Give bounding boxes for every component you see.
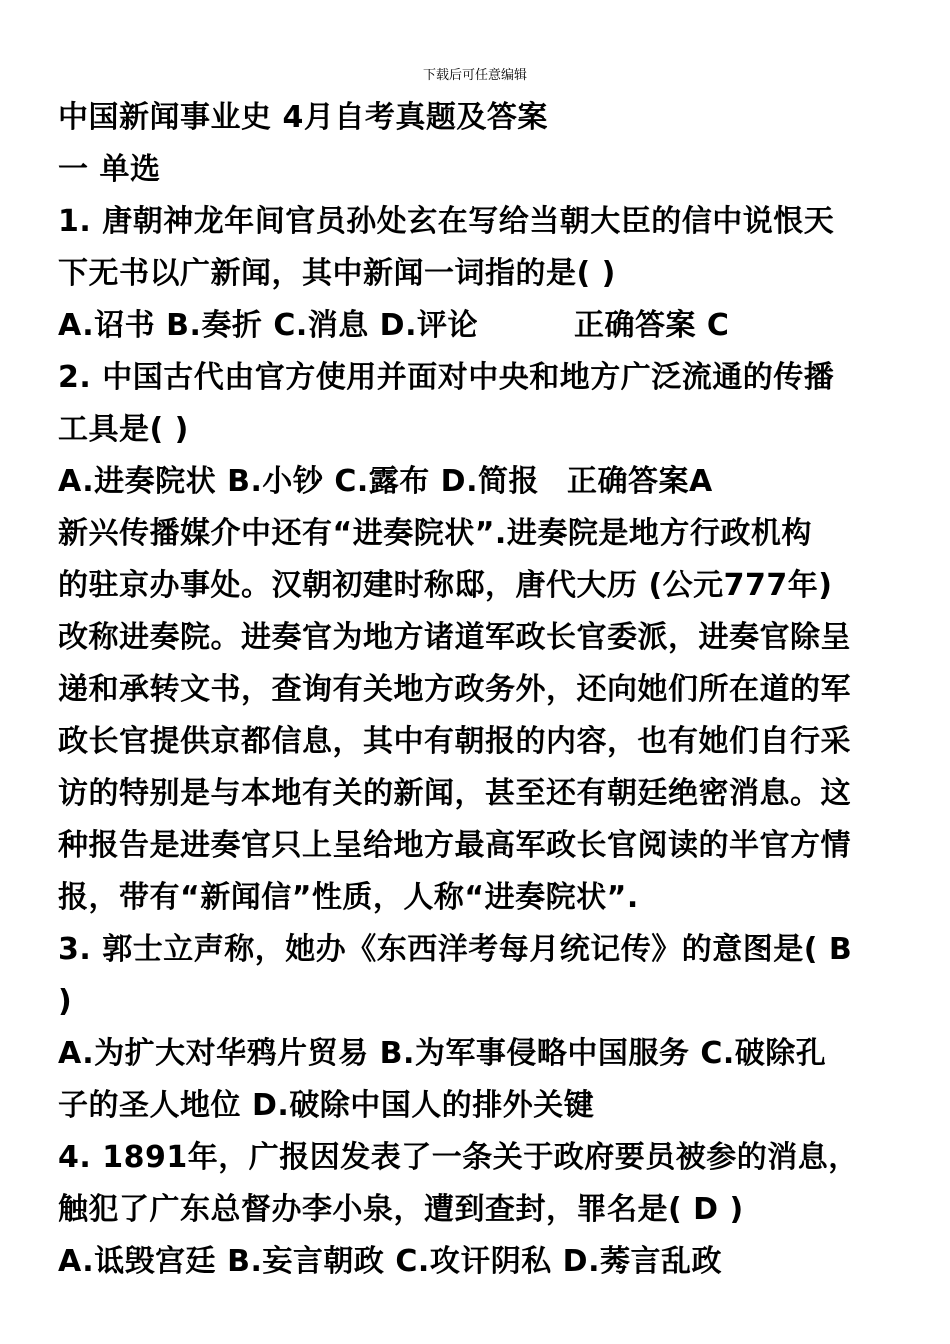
q2-options-row: [58, 456, 898, 508]
q2-options: A.进奏院状 B.小钞 C.露布 D.简报: [58, 464, 539, 499]
q4-text-line-1: 4. 1891年，广报因发表了一条关于政府要员被参的消息，: [58, 1140, 859, 1175]
q2-explanation-line: 递和承转文书，查询有关地方政务外，还向她们所在道的军: [58, 672, 851, 707]
q2-explanation-line: 新兴传播媒介中还有“进奏院状”.进奏院是地方行政机构: [58, 516, 812, 551]
document-title: 中国新闻事业史 4月自考真题及答案: [58, 100, 548, 135]
header-note: 下载后可任意编辑: [422, 68, 527, 83]
q2-explanation-line: 改称进奏院。进奏官为地方诸道军政长官委派，进奏官除呈: [58, 620, 851, 655]
q3-options-line-2: 子的圣人地位 D.破除中国人的排外关键: [58, 1088, 595, 1123]
q3-text-line-2: ): [58, 984, 73, 1019]
q2-explanation-line: 访的特别是与本地有关的新闻，甚至还有朝廷绝密消息。这: [58, 776, 851, 811]
q1-options-row: [58, 300, 898, 352]
q2-answer: 正确答案A: [566, 464, 713, 499]
q2-text-line-2: 工具是( ): [58, 412, 189, 447]
q2-text-line-1: 2. 中国古代由官方使用并面对中央和地方广泛流通的传播: [58, 360, 835, 395]
q2-explanation-line: 种报告是进奏官只上呈给地方最高军政长官阅读的半官方情: [58, 828, 851, 863]
q3-options-line-1: A.为扩大对华鸦片贸易 B.为军事侵略中国服务 C.破除孔: [58, 1036, 827, 1071]
q1-options: A.诏书 B.奏折 C.消息 D.评论: [58, 308, 478, 343]
q2-explanation-line: 的驻京办事处。汉朝初建时称邸，唐代大历 (公元777年): [58, 568, 833, 603]
q3-text-line-1: 3. 郭士立声称，她办《东西洋考每月统记传》的意图是( B: [58, 932, 853, 967]
q2-explanation-line: 报，带有“新闻信”性质，人称“进奏院状”.: [58, 880, 639, 915]
q1-text-line-2: 下无书以广新闻，其中新闻一词指的是( ): [58, 256, 616, 291]
q1-text-line-1: 1. 唐朝神龙年间官员孙处玄在写给当朝大臣的信中说恨天: [58, 204, 835, 239]
q2-explanation-line: 政长官提供京都信息，其中有朝报的内容，也有她们自行采: [58, 724, 851, 759]
q4-text-line-2: 触犯了广东总督办李小泉，遭到查封，罪名是( D ): [58, 1192, 744, 1227]
q4-options: A.诋毁宫廷 B.妄言朝政 C.攻讦阴私 D.莠言乱政: [58, 1244, 722, 1279]
section-heading: 一 单选: [58, 152, 161, 187]
q1-answer: 正确答案 C: [573, 308, 730, 343]
document-body: [58, 92, 898, 1288]
